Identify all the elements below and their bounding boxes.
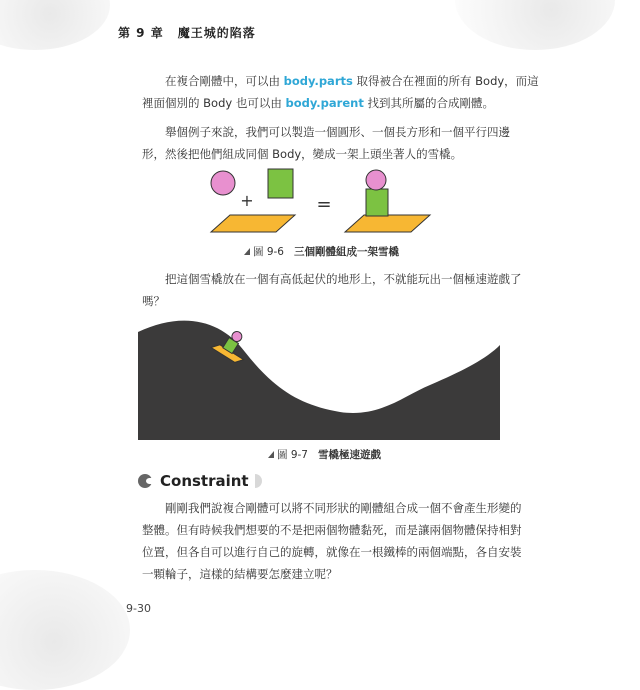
paragraph-2-line-2: 形，然後把他們組成同個 Body，變成一架上頭坐著人的雪橇。 (142, 147, 463, 161)
paragraph-4-line-4: 一顆輪子，這樣的結構要怎麼建立呢？ (142, 567, 338, 581)
paragraph-4 (142, 497, 522, 585)
plus-sign: + (240, 191, 254, 210)
terrain-shape (138, 321, 500, 440)
top-right-decoration (455, 0, 615, 50)
chapter-number: 第 9 章 (118, 26, 164, 40)
paragraph-1-line-1: 在複合剛體中，可以由 body.parts 取得被合在裡面的所有 Body，而這 (165, 74, 539, 88)
paragraph-1-line-2: 裡面個別的 Body 也可以由 body.parent 找到其所屬的合成剛體。 (142, 96, 494, 110)
orange-parallelogram (211, 215, 295, 232)
paragraph-4-line-1: 剛剛我們說複合剛體可以將不同形狀的剛體組合成一個不會產生形變的 (165, 501, 522, 515)
section-end-icon (255, 474, 262, 488)
figure-9-6-caption (244, 244, 399, 259)
section-title: Constraint (160, 472, 249, 490)
paragraph-3-line-1: 把這個雪橇放在一個有高低起伏的地形上，不就能玩出一個極速遊戲了 (165, 272, 522, 286)
sled-pink-circle (366, 170, 386, 190)
hill-sled-body (223, 338, 239, 354)
paragraph-3 (142, 268, 522, 312)
paragraph-4-line-3: 位置，但各自可以進行自己的旋轉，就像在一根鐵棒的兩個端點，各自安裝 (142, 545, 522, 559)
equals-sign: = (316, 194, 332, 215)
paragraph-4-line-2: 整體。但有時候我們想要的不是把兩個物體黏死，而是讓兩個物體保持相對 (142, 523, 522, 537)
code-body-parts: body.parts (283, 74, 353, 88)
code-body-parent: body.parent (285, 96, 364, 110)
chapter-header (118, 24, 256, 41)
pink-circle (211, 171, 235, 195)
paragraph-2-line-1: 舉個例子來說，我們可以製造一個圓形、一個長方形和一個平行四邊 (165, 125, 510, 139)
caption-triangle-icon (268, 451, 274, 458)
section-heading (138, 472, 262, 490)
paragraph-3-line-2: 嗎？ (142, 294, 165, 308)
top-left-decoration (0, 0, 110, 50)
figure-number: 圖 9-6 (253, 246, 284, 258)
sled-base-parallelogram (345, 215, 430, 232)
caption-triangle-icon (244, 248, 250, 255)
figure-caption-text: 三個剛體組成一架雪橇 (294, 246, 399, 258)
chapter-title: 魔王城的陷落 (177, 26, 256, 40)
sled-green-rectangle (366, 189, 388, 216)
hill-sled-head (230, 330, 244, 344)
paragraph-2 (142, 121, 512, 165)
figure-caption-text: 雪橇極速遊戲 (318, 449, 381, 461)
page-number: 9-30 (126, 602, 151, 615)
sled-on-hill (211, 324, 255, 366)
figure-9-7-caption (268, 447, 381, 462)
green-rectangle (268, 169, 293, 198)
bottom-left-decoration (0, 570, 130, 690)
paragraph-1 (142, 70, 539, 114)
section-bullet-icon (138, 474, 152, 488)
hill-sled-base (211, 342, 244, 366)
figure-number: 圖 9-7 (277, 449, 308, 461)
